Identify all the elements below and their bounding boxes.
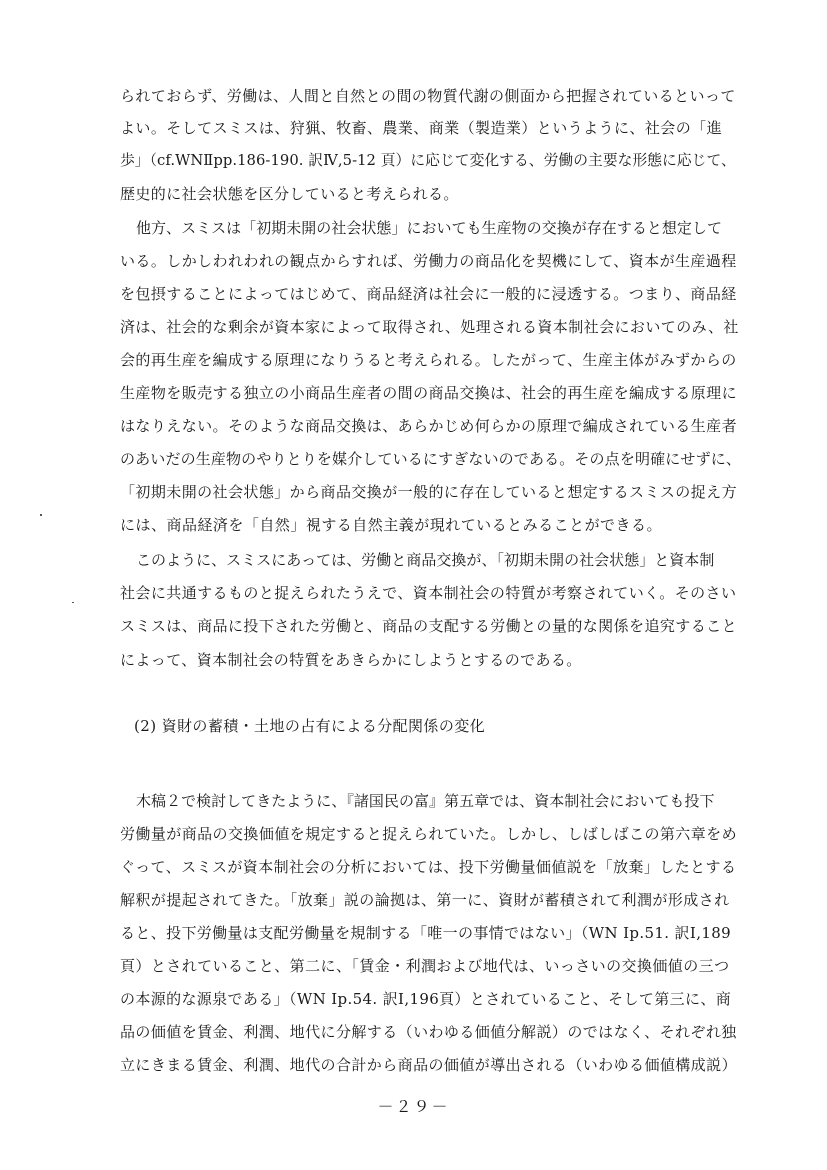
text-line: 労働量が商品の交換価値を規定すると捉えられていた。しかし、しばしばこの第六章をめ	[120, 825, 738, 843]
text-line: ぐって、スミスが資本制社会の分析においては、投下労働量価値説を「放棄」したとする	[120, 858, 737, 876]
text-line: 歴史的に社会状態を区分していると考えられる。	[120, 185, 459, 203]
scan-speck	[40, 514, 42, 516]
text-line: 頁）とされていること、第二に、「賃金・利潤および地代は、いっさいの交換価値の三つ	[120, 957, 730, 975]
text-line: スミスは、商品に投下された労働と、商品の支配する労働との量的な関係を追究すること	[120, 617, 738, 635]
text-line: いる。しかしわれわれの観点からすれば、労働力の商品化を契機にして、資本が生産過程	[120, 252, 737, 270]
text-line: よい。そしてスミスは、狩猟、牧畜、農業、商業（製造業）というように、社会の「進	[120, 119, 723, 137]
text-line: によって、資本制社会の特質をあきらかにしようとするのである。	[120, 651, 582, 669]
page-number: －２９－	[377, 1097, 450, 1116]
text-line: ると、投下労働量は支配労働量を規制する「唯一の事情ではない」（WN Ⅰp.51. 訳Ⅰ,189	[120, 924, 732, 942]
text-line: 「初期未開の社会状態」から商品交換が一般的に存在していると想定するスミスの捉え方	[120, 483, 738, 501]
text-line: 歩」（cf.WNⅡpp.186-190. 訳Ⅳ,5-12 頁）に応じて変化する、労働の主要な形態に応じて、	[120, 152, 736, 169]
text-line: られておらず、労働は、人間と自然との間の物質代謝の側面から把握されているといって	[120, 87, 736, 105]
text-line: 社会に共通するものと捉えられたうえで、資本制社会の特質が考察されていく。そのさい	[120, 584, 737, 602]
text-line: 会的再生産を編成する原理になりうると考えられる。したがって、生産主体がみずからの	[120, 351, 737, 369]
section-heading: (2) 資財の蓄積・土地の占有による分配関係の変化	[134, 717, 486, 735]
text-line: 立にきまる賃金、利潤、地代の合計から商品の価値が導出される（いわゆる価値構成説）	[120, 1056, 738, 1074]
text-line: 木稿２で検討してきたように、『諸国民の富』第五章では、資本制社会においても投下	[136, 792, 715, 810]
text-line: の本源的な源泉である」（WN Ⅰp.54. 訳Ⅰ,196頁）とされていること、そして第三に、商	[120, 990, 732, 1008]
text-line: のあいだの生産物のやりとりを媒介しているにすぎないのである。その点を明確にせずに、	[120, 450, 742, 468]
text-line: を包摂することによってはじめて、商品経済は社会に一般的に浸透する。つまり、商品経	[120, 285, 737, 303]
text-line: はなりえない。そのような商品交換は、あらかじめ何らかの原理で編成されている生産者	[120, 417, 738, 435]
text-line: 品の価値を賃金、利潤、地代に分解する（いわゆる価値分解説）のではなく、それぞれ独	[120, 1023, 737, 1041]
text-line: には、商品経済を「自然」視する自然主義が現れているとみることができる。	[120, 516, 663, 534]
text-line: 解釈が提起されてきた。「放棄」説の論拠は、第一に、資財が蓄積されて利潤が形成され	[120, 891, 730, 909]
text-line: 他方、スミスは「初期未開の社会状態」においても生産物の交換が存在すると想定して	[136, 219, 723, 237]
text-line: 生産物を販売する独立の小商品生産者の間の商品交換は、社会的再生産を編成する原理に	[120, 384, 738, 402]
scan-speck	[72, 602, 74, 603]
text-line: このように、スミスにあっては、労働と商品交換が、「初期未開の社会状態」と資本制	[136, 551, 715, 569]
text-line: 済は、社会的な剰余が資本家によって取得され、処理される資本制社会においてのみ、社	[120, 318, 739, 336]
